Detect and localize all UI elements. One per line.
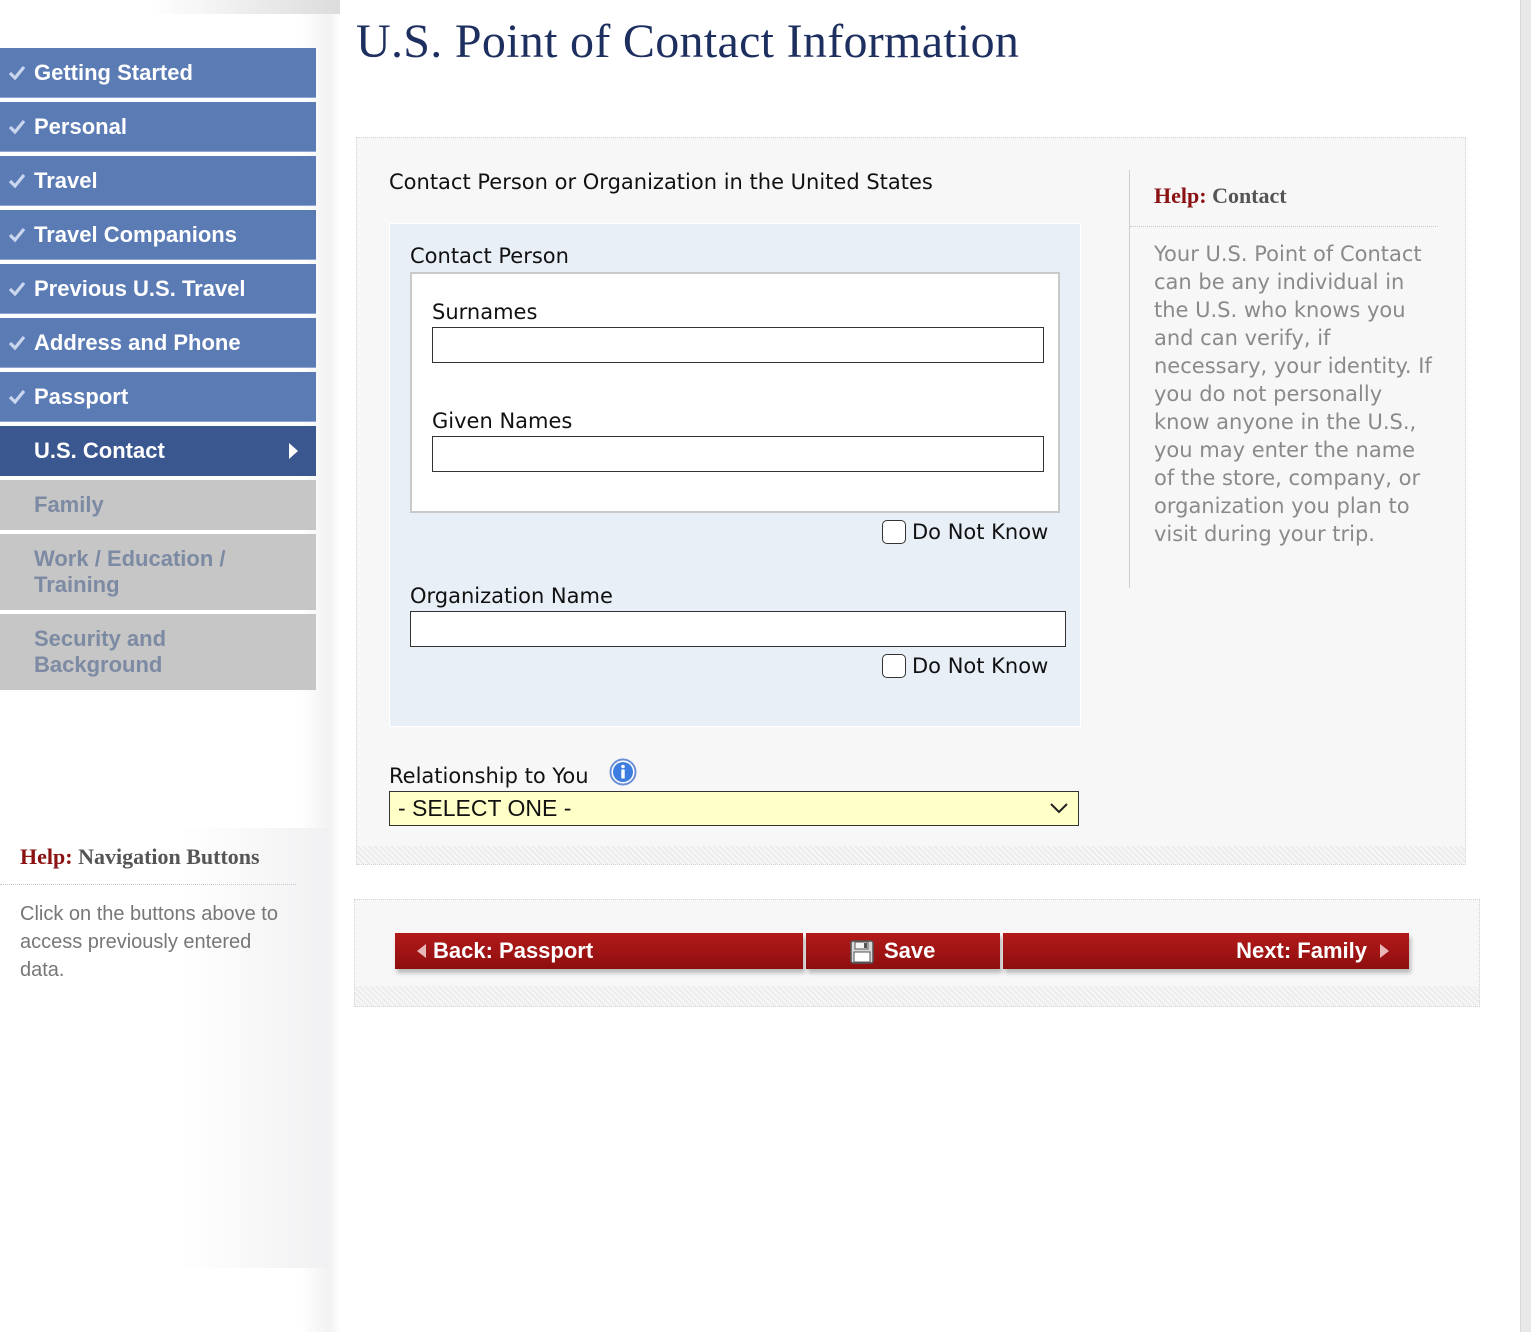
checkmark-icon [8,118,26,136]
back-button-label: Back: Passport [433,938,594,963]
contact-person-box [410,272,1060,513]
sidebar-item-security-and-background [0,614,316,690]
help-keyword: Help: [20,844,73,869]
help-topic: Contact [1212,183,1287,208]
checkmark-icon [8,280,26,298]
do-not-know-label: Do Not Know [912,654,1049,678]
sidebar-item-us-contact[interactable] [0,426,316,476]
sidebar-item-label: Security and Background [34,626,167,677]
sidebar-item-family [0,480,316,530]
sidebar-item-label: U.S. Contact [34,438,165,463]
checkbox-box[interactable] [882,520,906,544]
contact-do-not-know-checkbox[interactable] [882,520,1048,544]
sidebar-item-address-and-phone[interactable] [0,318,316,368]
do-not-know-label: Do Not Know [912,520,1049,544]
sidebar-item-label: Personal [34,113,127,139]
checkmark-icon [8,64,26,82]
scrollbar[interactable] [1520,0,1531,1332]
checkmark-icon [8,334,26,352]
sidebar-item-label: Travel [34,167,98,193]
left-sidebar [0,0,340,1332]
organization-name-label: Organization Name [410,584,613,608]
sidebar-item-passport[interactable] [0,372,316,422]
help-text: Click on the buttons above to access previously entered data. [20,903,278,981]
surnames-input[interactable] [432,327,1044,363]
given-names-input[interactable] [432,436,1044,472]
sidebar-item-label: Travel Companions [34,221,237,247]
checkmark-icon [8,226,26,244]
contact-form-panel [356,137,1466,865]
info-icon[interactable] [609,758,637,786]
sidebar-item-work-education-training [0,534,316,610]
contact-help-panel [1129,170,1438,588]
back-button[interactable] [395,933,803,969]
next-button[interactable] [1003,933,1409,969]
help-heading [20,844,260,870]
chevron-down-icon [1050,801,1068,815]
given-names-label: Given Names [432,409,573,433]
checkbox-box[interactable] [882,654,906,678]
relationship-select[interactable] [389,791,1079,826]
sidebar-item-label: Getting Started [34,59,193,85]
relationship-label: Relationship to You [389,764,589,788]
sidebar-item-previous-us-travel[interactable] [0,264,316,314]
next-button-label: Next: Family [1236,938,1367,963]
help-text: Your U.S. Point of Contact can be any individual in the U.S. who knows you and can verify, if necessary, your identity. If you do not personally know anyone in the U.S., you may enter the name of the store, company, or organization you plan to visit during your trip. [1154,242,1432,546]
checkmark-icon [8,172,26,190]
sidebar-item-personal[interactable] [0,102,316,152]
page-title: U.S. Point of Contact Information [356,15,1020,68]
sidebar-item-label: Work / Education / Training [34,546,226,597]
sidebar-item-label: Address and Phone [34,329,241,355]
sidebar-item-label: Previous U.S. Travel [34,275,246,301]
top-shade [150,0,340,14]
organization-name-input[interactable] [410,611,1066,647]
navigation-help-panel [0,828,328,1268]
help-keyword: Help: [1154,183,1207,208]
contact-details-box [389,223,1081,727]
arrow-right-icon [289,443,298,459]
arrow-right-icon [1380,944,1389,958]
section-navigation [0,48,316,694]
sidebar-item-getting-started[interactable] [0,48,316,98]
help-heading [1154,183,1287,209]
sidebar-item-label: Passport [34,383,129,409]
save-button[interactable] [806,933,1000,969]
contact-person-label: Contact Person [410,244,569,268]
arrow-left-icon [417,944,426,958]
sidebar-item-travel-companions[interactable] [0,210,316,260]
sidebar-item-travel[interactable] [0,156,316,206]
checkmark-icon [8,388,26,406]
panel-footer-band [355,986,1479,1006]
navigation-button-bar [354,899,1480,1007]
sidebar-item-label: Family [34,492,104,517]
divider [0,884,296,885]
section-title: Contact Person or Organization in the United States [389,170,933,194]
panel-footer-band [357,846,1465,864]
divider [1130,226,1438,227]
organization-do-not-know-checkbox[interactable] [882,654,1048,678]
help-topic: Navigation Buttons [78,844,260,869]
floppy-disk-icon [850,940,874,964]
surnames-label: Surnames [432,300,538,324]
save-button-label: Save [884,938,936,963]
relationship-selected-value: - SELECT ONE - [398,795,572,821]
